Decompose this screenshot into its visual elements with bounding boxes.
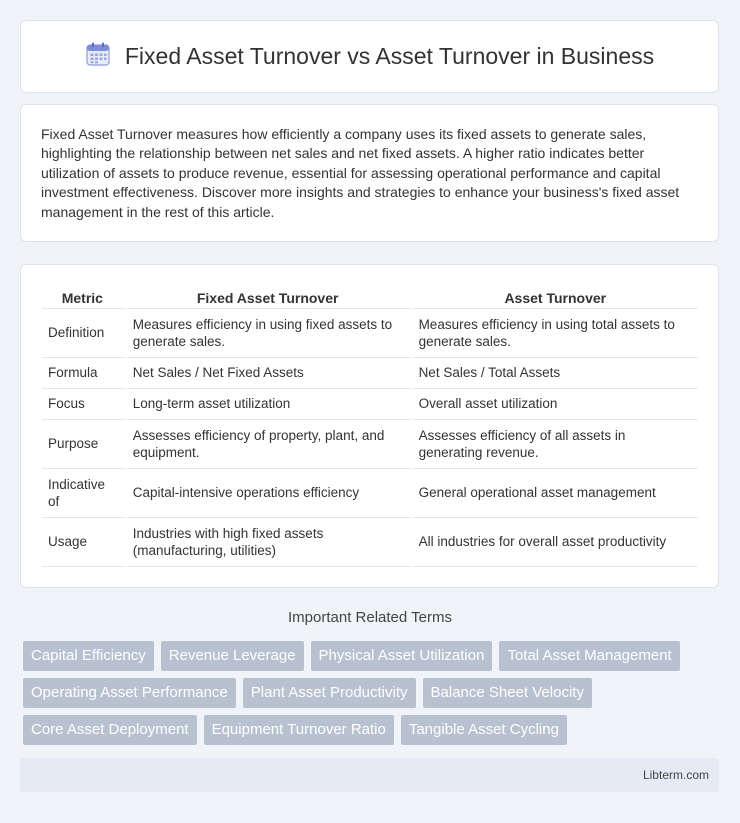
row-asset-value: Measures efficiency in using total assets to generate sales. xyxy=(413,309,698,358)
row-metric: Usage xyxy=(42,518,127,567)
row-metric: Focus xyxy=(42,389,127,420)
table-row xyxy=(42,469,698,518)
row-fixed-value: Assesses efficiency of property, plant, and equipment. xyxy=(127,420,413,469)
row-metric: Purpose xyxy=(42,420,127,469)
row-fixed-value: Measures efficiency in using fixed assets to generate sales. xyxy=(127,309,413,358)
related-term-tag[interactable]: Plant Asset Productivity xyxy=(243,678,416,708)
related-term-tag[interactable]: Revenue Leverage xyxy=(161,641,304,671)
table-row xyxy=(42,358,698,389)
row-asset-value: Assesses efficiency of all assets in generating revenue. xyxy=(413,420,698,469)
related-term-tag[interactable]: Capital Efficiency xyxy=(23,641,154,671)
comparison-table-card xyxy=(20,264,719,588)
footer xyxy=(20,758,719,792)
table-row xyxy=(42,309,698,358)
header-asset-turnover: Asset Turnover xyxy=(413,285,698,309)
related-terms-list xyxy=(23,641,723,745)
row-asset-value: Overall asset utilization xyxy=(413,389,698,420)
table-row xyxy=(42,389,698,420)
header-fixed-asset-turnover: Fixed Asset Turnover xyxy=(127,285,413,309)
related-term-tag[interactable]: Tangible Asset Cycling xyxy=(401,715,567,745)
row-metric: Formula xyxy=(42,358,127,389)
footer-brand-link[interactable]: Libterm.com xyxy=(642,768,709,782)
row-asset-value: Net Sales / Total Assets xyxy=(413,358,698,389)
intro-text: Fixed Asset Turnover measures how efficiently a company uses its fixed assets to generate sales, highlighting the relationship between net sales and net fixed assets. A higher ratio indicates better utilization of assets to produce revenue, essential for assessing operational performance and capital investment effectiveness. Discover more insights and strategies to enhance your business's fixed asset management in the rest of this article. xyxy=(41,126,680,220)
page-title: Fixed Asset Turnover vs Asset Turnover in Business xyxy=(124,43,655,69)
table-row xyxy=(42,518,698,567)
row-asset-value: All industries for overall asset productivity xyxy=(413,518,698,567)
row-fixed-value: Net Sales / Net Fixed Assets xyxy=(127,358,413,389)
row-asset-value: General operational asset management xyxy=(413,469,698,518)
related-term-tag[interactable]: Operating Asset Performance xyxy=(23,678,236,708)
row-fixed-value: Long-term asset utilization xyxy=(127,389,413,420)
table-row xyxy=(42,420,698,469)
row-fixed-value: Capital-intensive operations efficiency xyxy=(127,469,413,518)
related-term-tag[interactable]: Physical Asset Utilization xyxy=(311,641,493,671)
row-metric: Indicative of xyxy=(42,469,127,518)
row-metric: Definition xyxy=(42,309,127,358)
related-term-tag[interactable]: Total Asset Management xyxy=(499,641,679,671)
header-card xyxy=(20,20,719,93)
header-metric: Metric xyxy=(42,285,127,309)
intro-card xyxy=(20,104,719,242)
related-term-tag[interactable]: Equipment Turnover Ratio xyxy=(204,715,394,745)
comparison-table xyxy=(42,285,698,567)
related-terms-title: Important Related Terms xyxy=(288,609,452,626)
related-term-tag[interactable]: Balance Sheet Velocity xyxy=(423,678,592,708)
calendar-icon xyxy=(85,41,111,72)
table-header-row xyxy=(42,285,698,309)
related-term-tag[interactable]: Core Asset Deployment xyxy=(23,715,197,745)
row-fixed-value: Industries with high fixed assets (manufacturing, utilities) xyxy=(127,518,413,567)
